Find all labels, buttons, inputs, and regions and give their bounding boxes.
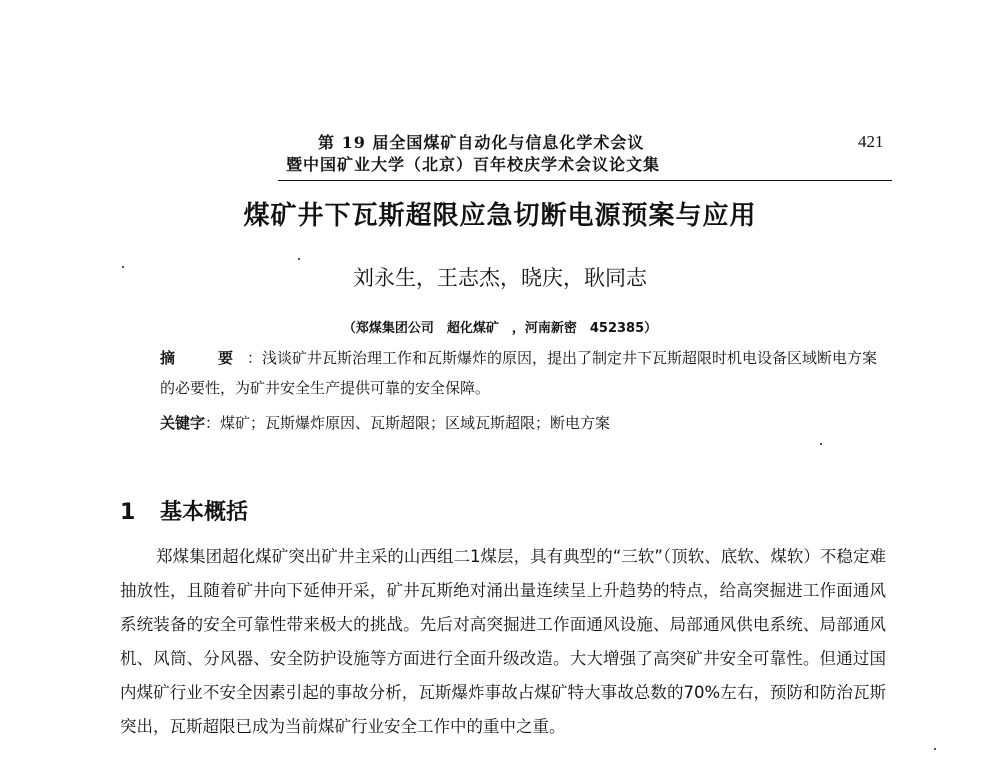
body-paragraph-text: 郑煤集团超化煤矿突出矿井主采的山西组二1煤层，具有典型的“三软”（顶软、底软、煤软）不稳定难抽放性，且随着矿井向下延伸开采，矿井瓦斯绝对涌出量连续呈上升趋势的特点，给高突掘进工作面通风系统装备的安全可靠性带来极大的挑战。先后对高突掘进工作面通风设施、局部通风供电系统、局部通风机、风筒、分风器、安全防护设施等方面进行全面升级改造。大大增强了高突矿井安全可靠性。但通过国内煤矿行业不安全因素引起的事故分析，瓦斯爆炸事故占煤矿特大事故总数的70%左右，预防和防治瓦斯突出，瓦斯超限已成为当前煤矿行业安全工作中的重中之重。 <box>120 547 886 736</box>
abstract-text: ：浅谈矿井瓦斯治理工作和瓦斯爆炸的原因，提出了制定井下瓦斯超限时机电设备区域断电方案的必要性，为矿井安全生产提供可靠的安全保障。 <box>160 349 878 397</box>
author-list: 刘永生，王志杰，晓庆，耿同志 <box>353 266 647 290</box>
scan-speck <box>122 266 124 268</box>
scan-speck <box>298 258 300 260</box>
page-number: 421 <box>858 132 884 151</box>
body-paragraph <box>120 540 886 744</box>
keywords-text: ：煤矿；瓦斯爆炸原因、瓦斯超限；区域瓦斯超限；断电方案 <box>205 414 611 432</box>
affiliation: （郑煤集团公司 超化煤矿 ，河南新密 452385） <box>342 321 658 336</box>
keywords <box>160 412 880 433</box>
section-title: 基本概括 <box>160 500 249 525</box>
abstract <box>160 343 880 403</box>
scan-speck <box>820 443 822 445</box>
section-number: 1 <box>120 500 136 525</box>
paper-title: 煤矿井下瓦斯超限应急切断电源预案与应用 <box>243 201 757 231</box>
header-rule <box>278 180 892 181</box>
scan-speck <box>934 748 936 750</box>
abstract-label: 摘 要 <box>160 349 248 367</box>
conference-title-line2: 暨中国矿业大学（北京）百年校庆学术会议论文集 <box>286 155 661 174</box>
section-heading <box>120 495 248 526</box>
keywords-label: 关键字 <box>160 414 206 432</box>
conference-title-line1: 第 19 届全国煤矿自动化与信息化学术会议 <box>318 133 645 152</box>
